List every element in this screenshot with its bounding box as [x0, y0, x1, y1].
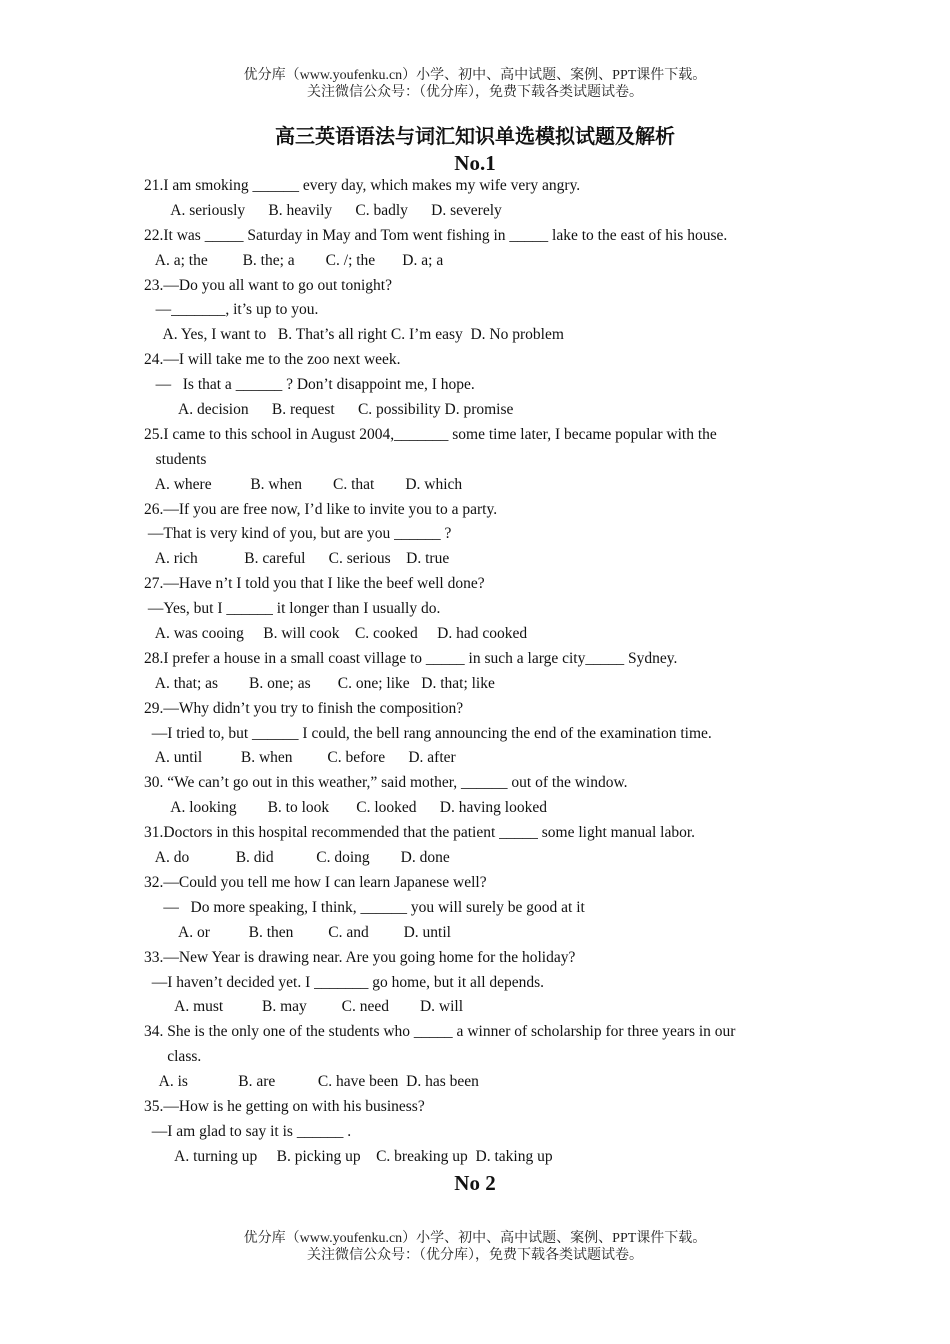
options-line: A. until B. when C. before D. after — [144, 749, 456, 767]
page-header — [0, 67, 950, 101]
options-line: A. seriously B. heavily C. badly D. severely — [144, 201, 502, 219]
options-line: A. is B. are C. have been D. has been — [144, 1073, 479, 1091]
question-line: 33.—New Year is drawing near. Are you going home for the holiday? — [144, 948, 576, 966]
question-line: 25.I came to this school in August 2004,_______ some time later, I became popular with the — [144, 425, 717, 443]
options-line: A. that; as B. one; as C. one; like D. that; like — [144, 674, 495, 692]
dialogue-line: —I tried to, but ______ I could, the bell rang announcing the end of the examination time. — [144, 724, 712, 742]
options-line: A. rich B. careful C. serious D. true — [144, 550, 450, 568]
question-line: 35.—How is he getting on with his business? — [144, 1097, 425, 1115]
question-line: 26.—If you are free now, I’d like to invite you to a party. — [144, 500, 498, 518]
question-line: 34. She is the only one of the students who _____ a winner of scholarship for three years in our — [144, 1023, 736, 1041]
footer-line-2: 关注微信公众号：（优分库），免费下载各类试题试卷。 — [307, 1248, 643, 1263]
question-continuation: students — [144, 450, 207, 468]
dialogue-line: —Yes, but I ______ it longer than I usually do. — [144, 600, 441, 618]
options-line: A. must B. may C. need D. will — [144, 998, 464, 1016]
question-line: 32.—Could you tell me how I can learn Japanese well? — [144, 873, 487, 891]
question-continuation: class. — [144, 1048, 202, 1066]
options-line: A. do B. did C. doing D. done — [144, 849, 450, 867]
options-line: A. a; the B. the; a C. /; the D. a; a — [144, 251, 444, 269]
dialogue-line: —I haven’t decided yet. I _______ go home, but it all depends. — [144, 973, 545, 991]
options-line: A. turning up B. picking up C. breaking up D. taking up — [144, 1147, 553, 1165]
dialogue-line: —I am glad to say it is ______ . — [144, 1122, 352, 1140]
options-line: A. was cooing B. will cook C. cooked D. had cooked — [144, 625, 528, 643]
options-line: A. Yes, I want to B. That’s all right C. I’m easy D. No problem — [144, 326, 564, 344]
question-line: 30. “We can’t go out in this weather,” said mother, ______ out of the window. — [144, 774, 628, 792]
question-list — [144, 174, 805, 1170]
header-line-1: 优分库（www.youfenku.cn）小学、初中、高中试题、案例、PPT课件下载。 — [243, 68, 707, 83]
dialogue-line: — Is that a ______ ? Don’t disappoint me, I hope. — [144, 376, 475, 394]
question-line: 31.Doctors in this hospital recommended that the patient _____ some light manual labor. — [144, 824, 696, 842]
question-line: 23.—Do you all want to go out tonight? — [144, 276, 392, 294]
section-heading-no1: No.1 — [454, 151, 496, 175]
options-line: A. or B. then C. and D. until — [144, 923, 451, 941]
question-line: 22.It was _____ Saturday in May and Tom went fishing in _____ lake to the east of his house. — [144, 226, 728, 244]
options-line: A. where B. when C. that D. which — [144, 475, 463, 493]
dialogue-line: — Do more speaking, I think, ______ you will surely be good at it — [144, 898, 585, 916]
question-line: 21.I am smoking ______ every day, which makes my wife very angry. — [144, 177, 581, 194]
footer-line-1: 优分库（www.youfenku.cn）小学、初中、高中试题、案例、PPT课件下载。 — [243, 1231, 707, 1246]
question-line: 29.—Why didn’t you try to finish the composition? — [144, 699, 464, 717]
question-line: 28.I prefer a house in a small coast village to _____ in such a large city_____ Sydney. — [144, 649, 678, 667]
dialogue-line: —_______, it’s up to you. — [144, 301, 319, 319]
question-line: 24.—I will take me to the zoo next week. — [144, 351, 401, 369]
options-line: A. decision B. request C. possibility D. promise — [144, 401, 514, 419]
question-line: 27.—Have n’t I told you that I like the beef well done? — [144, 575, 485, 593]
page-footer — [0, 1230, 950, 1264]
dialogue-line: —That is very kind of you, but are you ______ ? — [144, 525, 452, 543]
document-title: 高三英语语法与词汇知识单选模拟试题及解析 — [275, 124, 675, 148]
options-line: A. looking B. to look C. looked D. having looked — [144, 799, 547, 817]
section-heading-no2: No 2 — [454, 1171, 496, 1195]
header-line-2: 关注微信公众号：（优分库），免费下载各类试题试卷。 — [307, 85, 643, 100]
